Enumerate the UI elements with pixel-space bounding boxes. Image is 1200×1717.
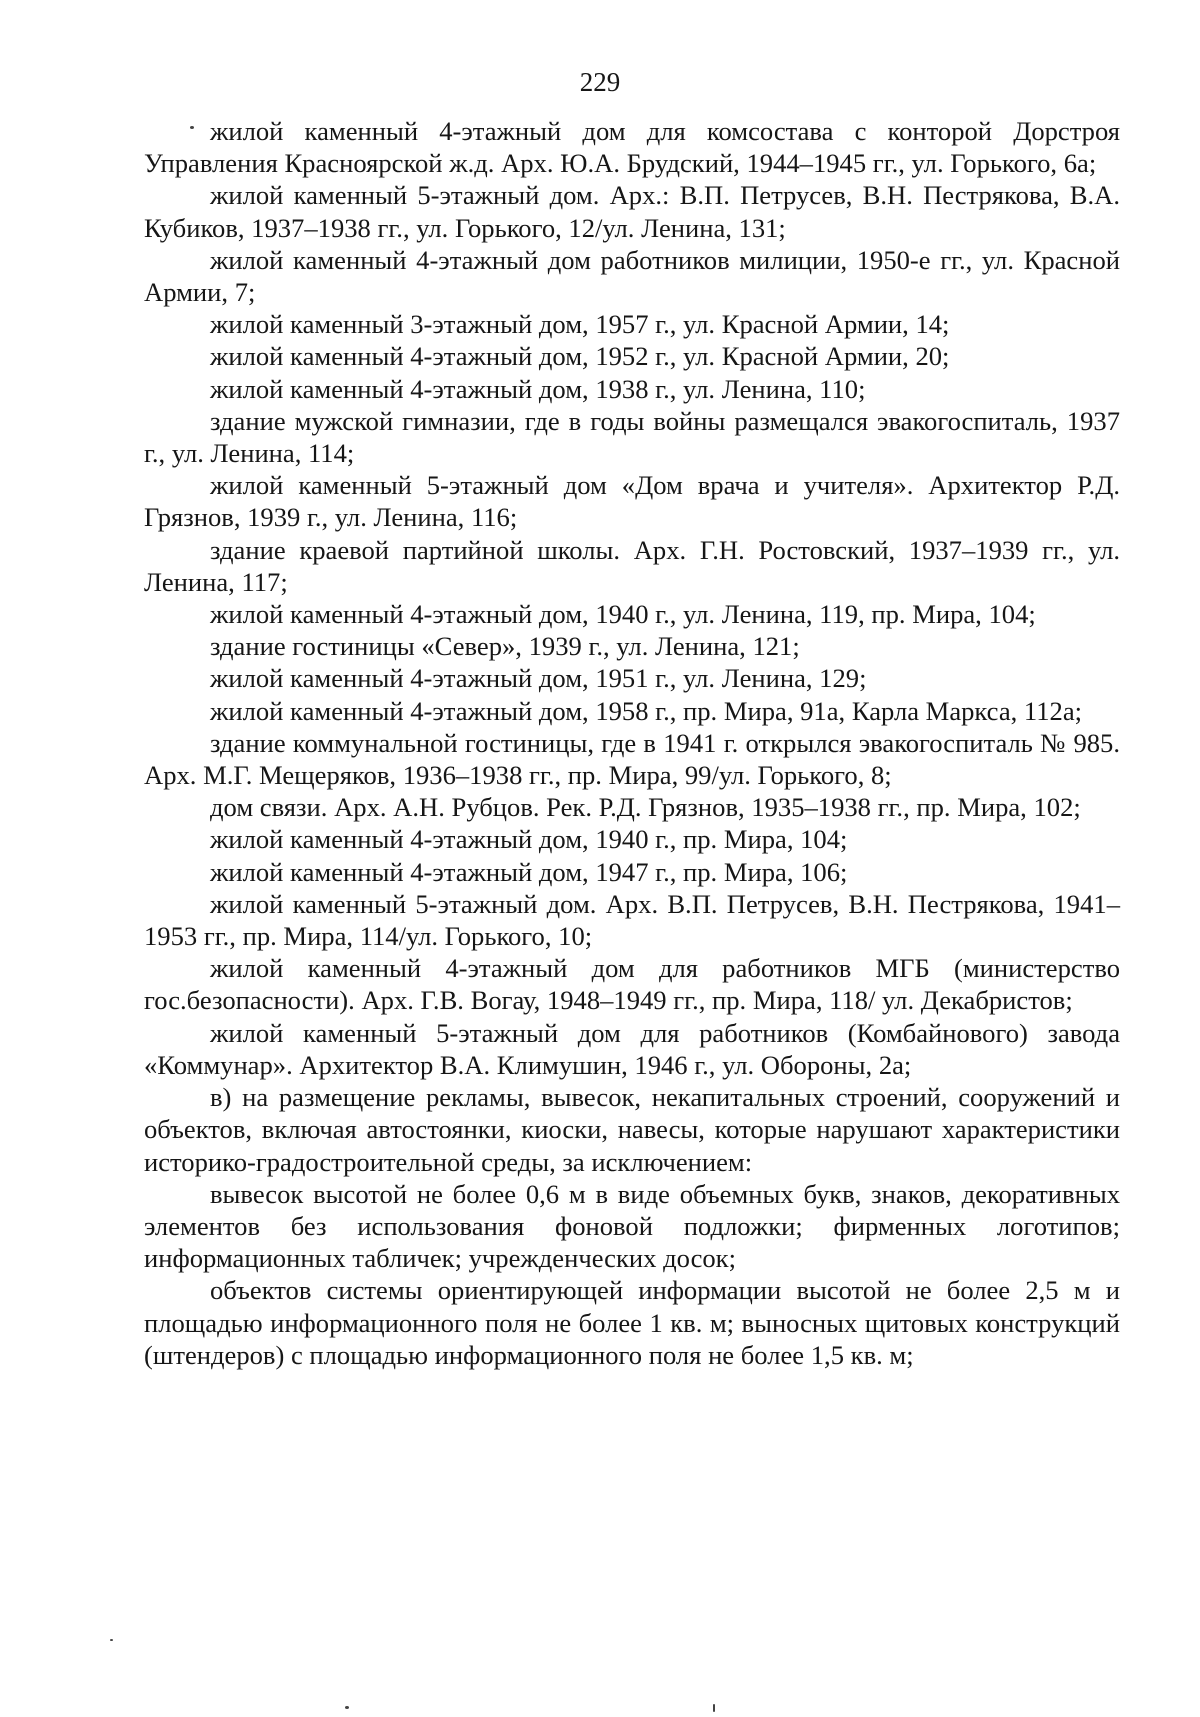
document-body: [144, 115, 1120, 1371]
list-item: жилой каменный 5-этажный дом. Арх.: В.П. Петрусев, В.Н. Пестрякова, В.А. Кубиков, 1937–1938 гг., ул. Горького, 12/ул. Ленина, 131;: [144, 180, 1120, 243]
scan-speck: [345, 1706, 349, 1709]
clause-paragraph: в) на размещение рекламы, вывесок, некапитальных строений, сооружений и объектов, включая автостоянки, киоски, навесы, которые нарушают характеристики историко-градостроительной среды, за исключением:: [144, 1082, 1120, 1177]
list-item: жилой каменный 5-этажный дом. Арх. В.П. Петрусев, В.Н. Пестрякова, 1941–1953 гг., пр. Мира, 114/ул. Горького, 10;: [144, 888, 1120, 952]
list-item: жилой каменный 4-этажный дом, 1947 г., пр. Мира, 106;: [210, 856, 848, 887]
scan-speck: [190, 126, 194, 129]
list-item: здание гостиницы «Север», 1939 г., ул. Ленина, 121;: [210, 631, 800, 662]
list-item: жилой каменный 4-этажный дом, 1940 г., ул. Ленина, 119, пр. Мира, 104;: [210, 599, 1036, 630]
list-item: жилой каменный 5-этажный дом «Дом врача и учителя». Архитектор Р.Д. Грязнов, 1939 г., ул. Ленина, 116;: [144, 470, 1120, 533]
list-item: жилой каменный 4-этажный дом для комсостава с конторой Дорстроя Управления Красноярской ж.д. Арх. Ю.А. Брудский, 1944–1945 гг., ул. Горького, 6а;: [144, 116, 1120, 179]
exception-paragraph: вывесок высотой не более 0,6 м в виде объемных букв, знаков, декоративных элементов без использования фоновой подложки; фирменных логотипов; информационных табличек; учрежденческих досок;: [144, 1178, 1120, 1274]
list-item: здание краевой партийной школы. Арх. Г.Н. Ростовский, 1937–1939 гг., ул. Ленина, 117;: [144, 534, 1120, 597]
list-item: жилой каменный 4-этажный дом, 1958 г., пр. Мира, 91а, Карла Маркса, 112а;: [210, 695, 1083, 726]
scan-speck: [713, 1704, 715, 1712]
page-number: 229: [579, 67, 621, 97]
list-item: здание мужской гимназии, где в годы войны размещался эвакогоспиталь, 1937 г., ул. Ленина, 114;: [144, 405, 1120, 469]
list-item: жилой каменный 4-этажный дом, 1952 г., ул. Красной Армии, 20;: [210, 341, 950, 372]
scan-speck: [110, 1639, 113, 1641]
list-item: жилой каменный 4-этажный дом работников милиции, 1950-е гг., ул. Красной Армии, 7;: [144, 244, 1120, 308]
list-item: здание коммунальной гостиницы, где в 1941 г. открылся эвакогоспиталь № 985. Арх. М.Г. Мещеряков, 1936–1938 гг., пр. Мира, 99/ул. Горького, 8;: [144, 727, 1120, 791]
exception-paragraph: объектов системы ориентирующей информации высотой не более 2,5 м и площадью информационного поля не более 1 кв. м; выносных щитовых конструкций (штендеров) с площадью информационного поля не более 1,5 кв. м;: [144, 1275, 1120, 1370]
list-item: жилой каменный 4-этажный дом, 1951 г., ул. Ленина, 129;: [210, 663, 867, 694]
list-item: жилой каменный 4-этажный дом для работников МГБ (министерство гос.безопасности). Арх. Г.В. Вогау, 1948–1949 гг., пр. Мира, 118/ ул. Декабристов;: [144, 953, 1120, 1016]
list-item: дом связи. Арх. А.Н. Рубцов. Рек. Р.Д. Грязнов, 1935–1938 гг., пр. Мира, 102;: [210, 792, 1081, 823]
list-item: жилой каменный 4-этажный дом, 1938 г., ул. Ленина, 110;: [210, 373, 866, 404]
list-item: жилой каменный 5-этажный дом для работников (Комбайнового) завода «Коммунар». Архитектор В.А. Климушин, 1946 г., ул. Обороны, 2а;: [144, 1017, 1120, 1080]
list-item: жилой каменный 4-этажный дом, 1940 г., пр. Мира, 104;: [210, 824, 848, 855]
list-item: жилой каменный 3-этажный дом, 1957 г., ул. Красной Армии, 14;: [210, 309, 950, 340]
